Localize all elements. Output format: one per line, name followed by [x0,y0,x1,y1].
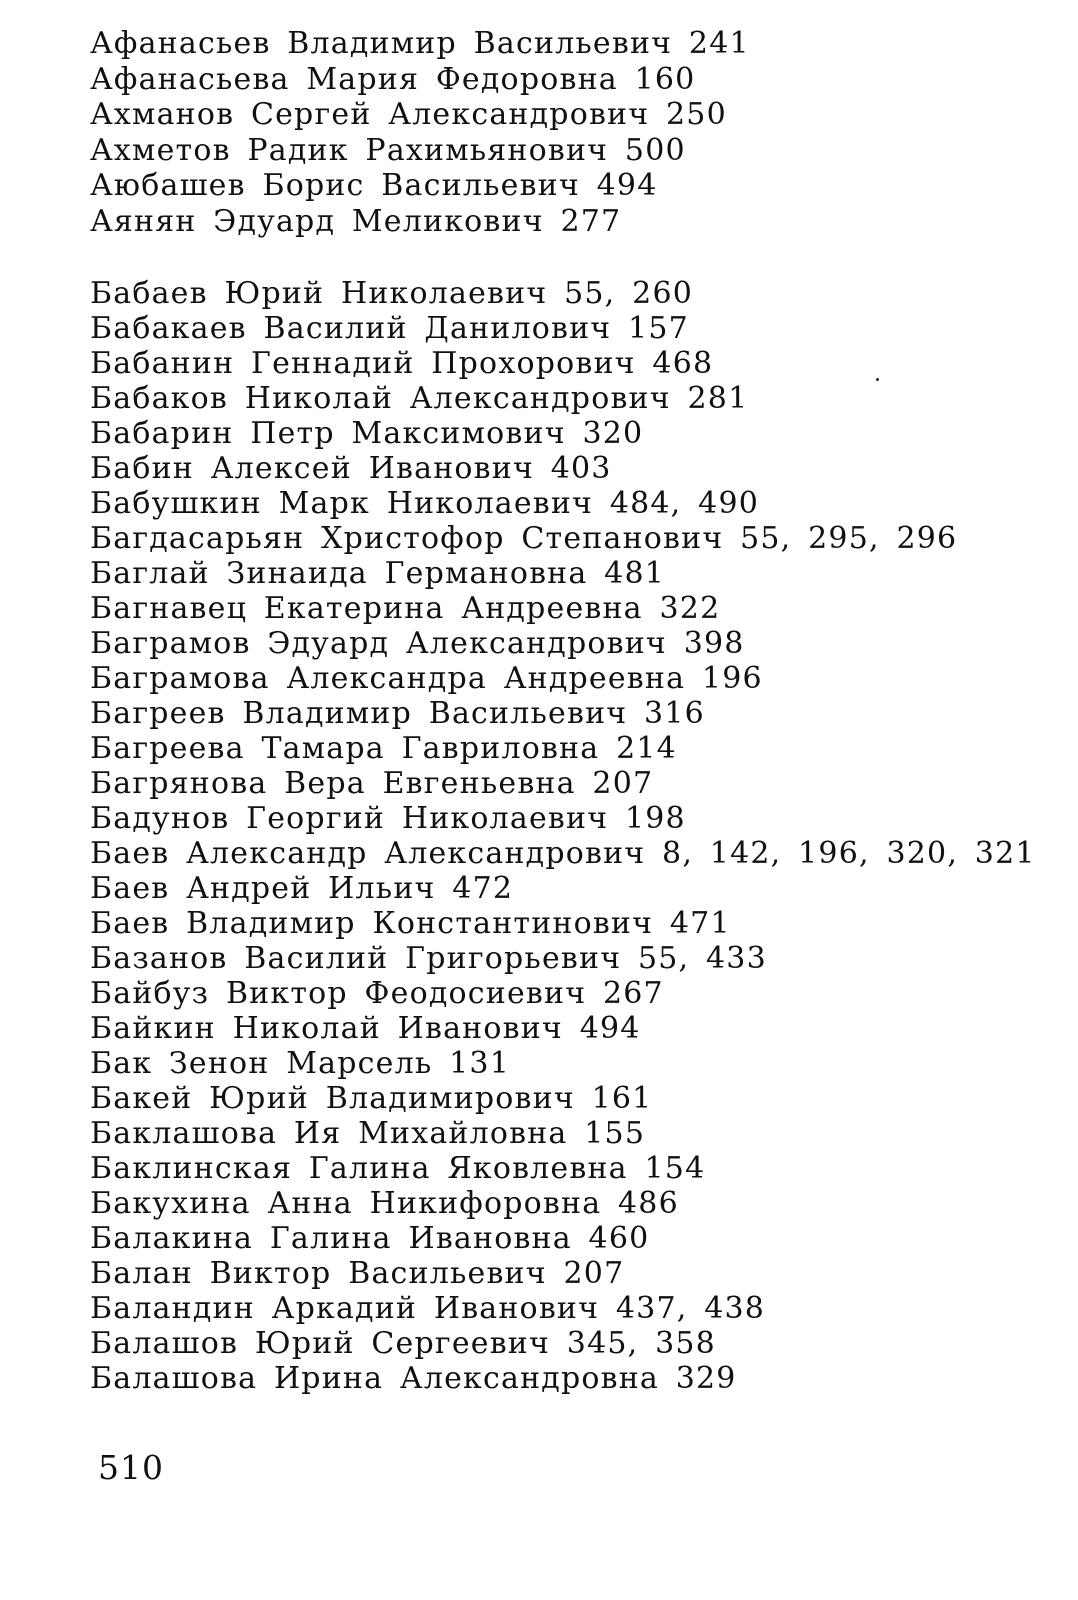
index-entry: Ахметов Радик Рахимьянович 500 [90,132,686,168]
index-entry: Бабин Алексей Иванович 403 [90,451,612,486]
index-entry: Аюбашев Борис Васильевич 494 [90,168,658,204]
index-entry: Баев Андрей Ильич 472 [90,871,514,906]
index-entry: Балашова Ирина Александровна 329 [90,1361,737,1396]
index-entry: Байбуз Виктор Феодосиевич 267 [90,976,664,1011]
index-entry: Багнавец Екатерина Андреевна 322 [90,591,721,626]
index-entry: Афанасьев Владимир Васильевич 241 [90,26,750,61]
index-entry: Афанасьева Мария Федоровна 160 [90,61,696,97]
index-entry: Баклинская Галина Яковлевна 154 [90,1151,706,1186]
print-speck [876,378,879,381]
index-entry: Бабаков Николай Александрович 281 [90,381,749,416]
index-entry: Бакухина Анна Никифоровна 486 [90,1186,679,1221]
index-entry: Базанов Василий Григорьевич 55, 433 [90,941,767,976]
index-block-a [90,26,1050,240]
index-entry: Бабаев Юрий Николаевич 55, 260 [90,276,694,311]
index-entry: Баев Александр Александрович 8, 142, 196, 320, 321 [90,836,1036,871]
index-entry: Бабанин Геннадий Прохорович 468 [90,346,714,381]
index-entry: Бабушкин Марк Николаевич 484, 490 [90,486,760,521]
index-entry: Баграмова Александра Андреевна 196 [90,661,763,696]
index-entry: Баклашова Ия Михайловна 155 [90,1116,646,1151]
index-entry: Багреев Владимир Васильевич 316 [90,696,705,731]
index-entry: Баглай Зинаида Германовна 481 [90,556,666,591]
index-entry: Ахманов Сергей Александрович 250 [90,97,727,133]
index-entry: Бакей Юрий Владимирович 161 [90,1081,653,1116]
index-block-b [90,276,1050,1396]
index-entry: Балан Виктор Васильевич 207 [90,1256,625,1291]
index-entry: Бабакаев Василий Данилович 157 [90,311,689,346]
index-entry: Баев Владимир Константинович 471 [90,906,731,941]
index-entry: Бабарин Петр Максимович 320 [90,416,644,451]
index-entry: Бадунов Георгий Николаевич 198 [90,801,686,836]
index-entry: Багрянова Вера Евгеньевна 207 [90,766,654,801]
index-entry: Байкин Николай Иванович 494 [90,1011,641,1046]
index-entry: Багдасарьян Христофор Степанович 55, 295, 296 [90,521,958,556]
index-entry: Балашов Юрий Сергеевич 345, 358 [90,1326,716,1361]
index-entry: Баландин Аркадий Иванович 437, 438 [90,1291,766,1326]
index-entry: Аянян Эдуард Меликович 277 [90,203,622,239]
index-entry: Балакина Галина Ивановна 460 [90,1221,650,1256]
index-entry: Бак Зенон Марсель 131 [90,1046,511,1081]
page-number: 510 [98,1448,164,1487]
index-entry: Баграмов Эдуард Александрович 398 [90,626,745,661]
index-entry: Багреева Тамара Гавриловна 214 [90,731,677,766]
